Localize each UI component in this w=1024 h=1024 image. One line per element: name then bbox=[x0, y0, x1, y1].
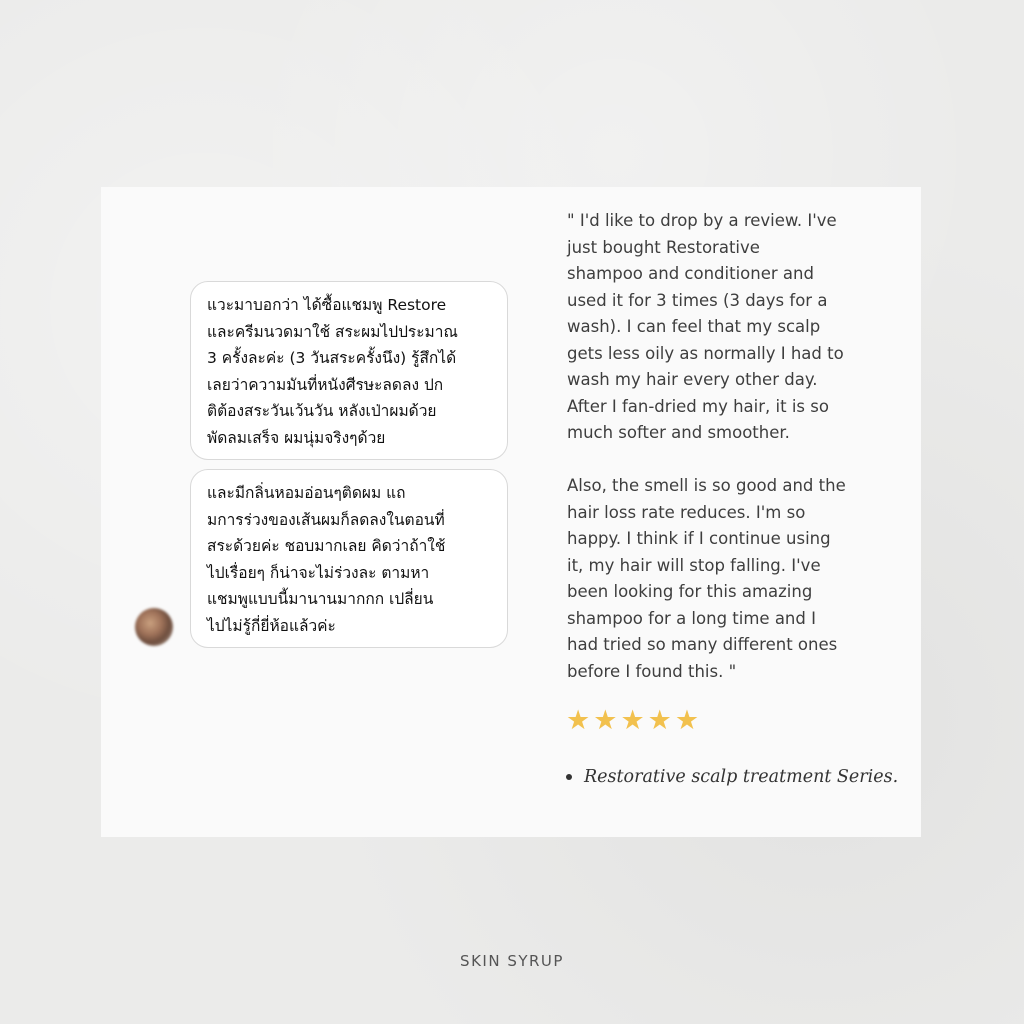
star-icon: ★ bbox=[674, 705, 700, 736]
product-series bbox=[566, 767, 898, 787]
star-icon: ★ bbox=[647, 705, 672, 736]
chat-bubble: และมีกลิ่นหอมอ่อนๆติดผม แถ มการร่วงของเส้นผมก็ลดลงในตอนที่ สระด้วยค่ะ ชอบมากเลย คิดว่าถ้าใช้ ไปเรื่อยๆ ก็น่าจะไม่ร่วงละ ตามหา แชมพูแบบนี้มานานมากกก เปลี่ยน ไปไม่รู้กี่ยี่ห้อแล้วค่ะ bbox=[190, 469, 508, 648]
star-icon: ★ bbox=[593, 705, 618, 736]
star-icon: ★ bbox=[566, 705, 591, 736]
product-series-label: Restorative scalp treatment Series. bbox=[584, 767, 899, 787]
chat-bubble: แวะมาบอกว่า ได้ซื้อแชมพู Restore และครีมนวดมาใช้ สระผมไปประมาณ 3 ครั้งละค่ะ (3 วันสระครั้งนึง) รู้สึกได้ เลยว่าความมันที่หนังศีรษะลดลง ปก ติต้องสระวันเว้นวัน หลังเป่าผมด้วย พัดลมเสร็จ ผมนุ่มจริงๆด้วย bbox=[190, 281, 508, 460]
review-text: " I'd like to drop by a review. I've just bought Restorative shampoo and conditioner and used it for 3 times (3 days for a wash). I can feel that my scalp gets less oily as normally I had to wash my hair every other day. After I fan-dried my hair, it is so much softer and smoother. Also, the smell is so good and the hair loss rate reduces. I'm so happy. I think if I continue using it, my hair will stop falling. I've been looking for this amazing shampoo for a long time and I had tried so many different ones before I found this. " bbox=[567, 211, 846, 681]
star-rating bbox=[566, 707, 699, 735]
avatar bbox=[135, 608, 173, 646]
bullet-icon bbox=[566, 774, 572, 780]
brand-logo: SKIN SYRUP bbox=[460, 952, 564, 970]
star-icon: ★ bbox=[620, 705, 645, 736]
